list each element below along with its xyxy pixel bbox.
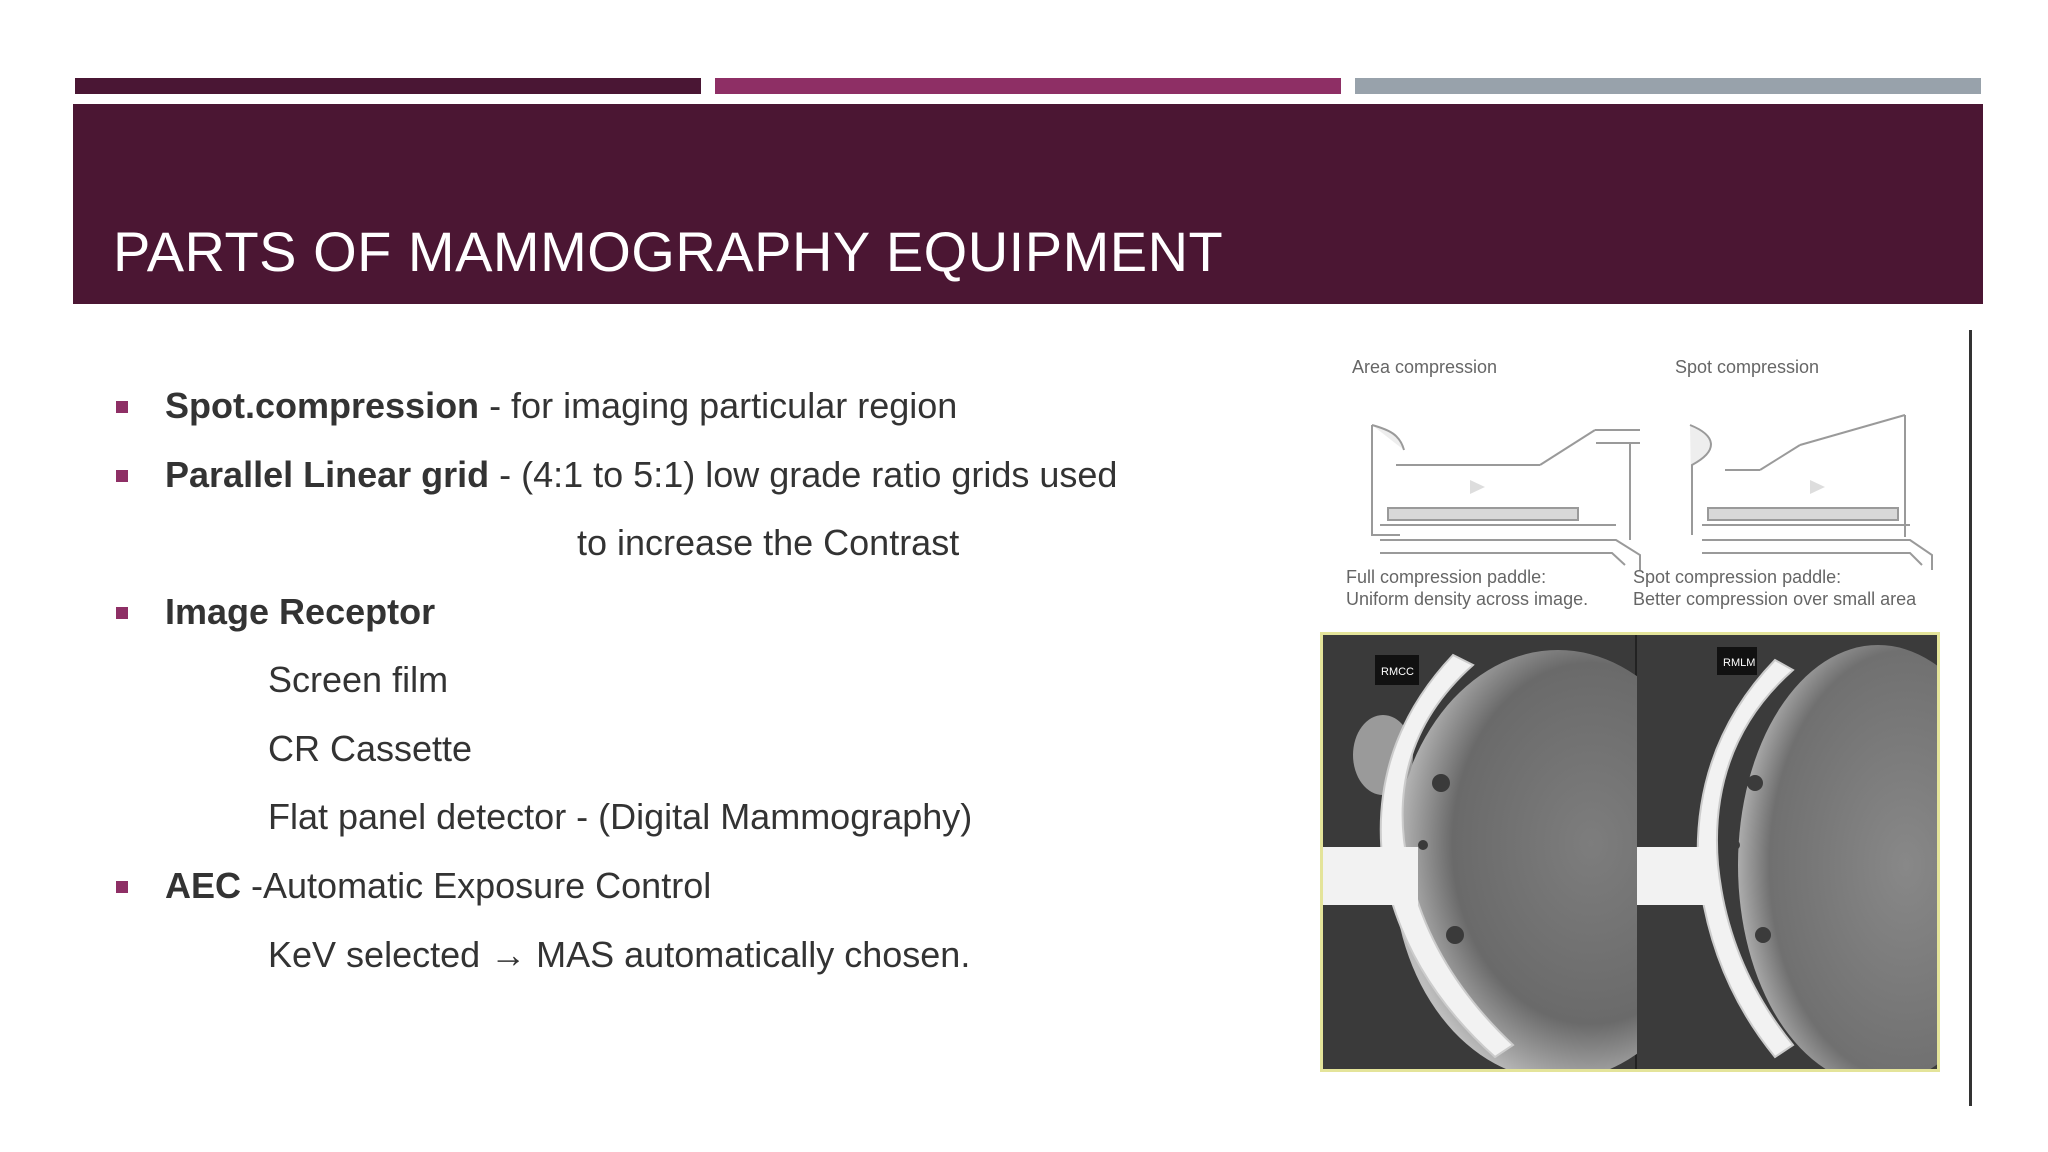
spot-compression-heading: Spot compression — [1675, 357, 1820, 377]
spot-paddle-caption-line2: Better compression over small area — [1633, 589, 1917, 609]
desc-aec: -Automatic Exposure Control — [241, 865, 712, 906]
spot-compression-drawing — [1690, 415, 1932, 570]
sub-item-flat-panel-detector: Flat panel detector - (Digital Mammography) — [268, 796, 973, 837]
full-paddle-caption-line1: Full compression paddle: — [1346, 567, 1547, 587]
accent-bar-gray — [1355, 78, 1981, 94]
desc-parallel-linear-grid: - (4:1 to 5:1) low grade ratio grids used — [489, 454, 1118, 495]
rmlm-mammogram — [1637, 635, 1937, 1069]
list-item-aec — [165, 864, 711, 908]
area-compression-drawing — [1372, 425, 1640, 570]
desc-parallel-linear-grid-continued: to increase the Contrast — [577, 522, 960, 563]
term-aec: AEC — [165, 865, 242, 906]
bullet-icon — [116, 470, 128, 482]
bullet-icon — [116, 401, 128, 413]
bullet-icon — [116, 881, 128, 893]
rmlm-view-tag: RMLM — [1723, 657, 1756, 669]
compression-diagram — [1320, 345, 1940, 625]
vertical-divider — [1969, 330, 1972, 1106]
term-image-receptor: Image Receptor — [165, 591, 436, 632]
bullet-icon — [116, 607, 128, 619]
list-item-parallel-linear-grid — [165, 453, 1117, 497]
sub-item-cr-cassette: CR Cassette — [268, 728, 473, 769]
slide-title: PARTS OF MAMMOGRAPHY EQUIPMENT — [113, 220, 1224, 283]
term-parallel-linear-grid: Parallel Linear grid — [165, 454, 490, 495]
list-item-spot-compression — [165, 384, 957, 428]
mammogram-pair — [1323, 635, 1937, 1069]
area-compression-heading: Area compression — [1352, 357, 1498, 377]
spot-paddle-caption-line1: Spot compression paddle: — [1633, 567, 1842, 587]
rmcc-view-tag: RMCC — [1381, 666, 1414, 678]
full-paddle-caption-line2: Uniform density across image. — [1346, 589, 1589, 609]
sub-item-screen-film: Screen film — [268, 659, 449, 700]
compression-figure — [1320, 345, 1940, 1075]
desc-spot-compression: - for imaging particular region — [479, 385, 958, 426]
mammogram-images — [1320, 632, 1940, 1072]
sub-item-kev-selected: KeV selected → MAS automatically chosen. — [268, 934, 971, 975]
term-spot-compression: Spot.compression — [165, 385, 480, 426]
